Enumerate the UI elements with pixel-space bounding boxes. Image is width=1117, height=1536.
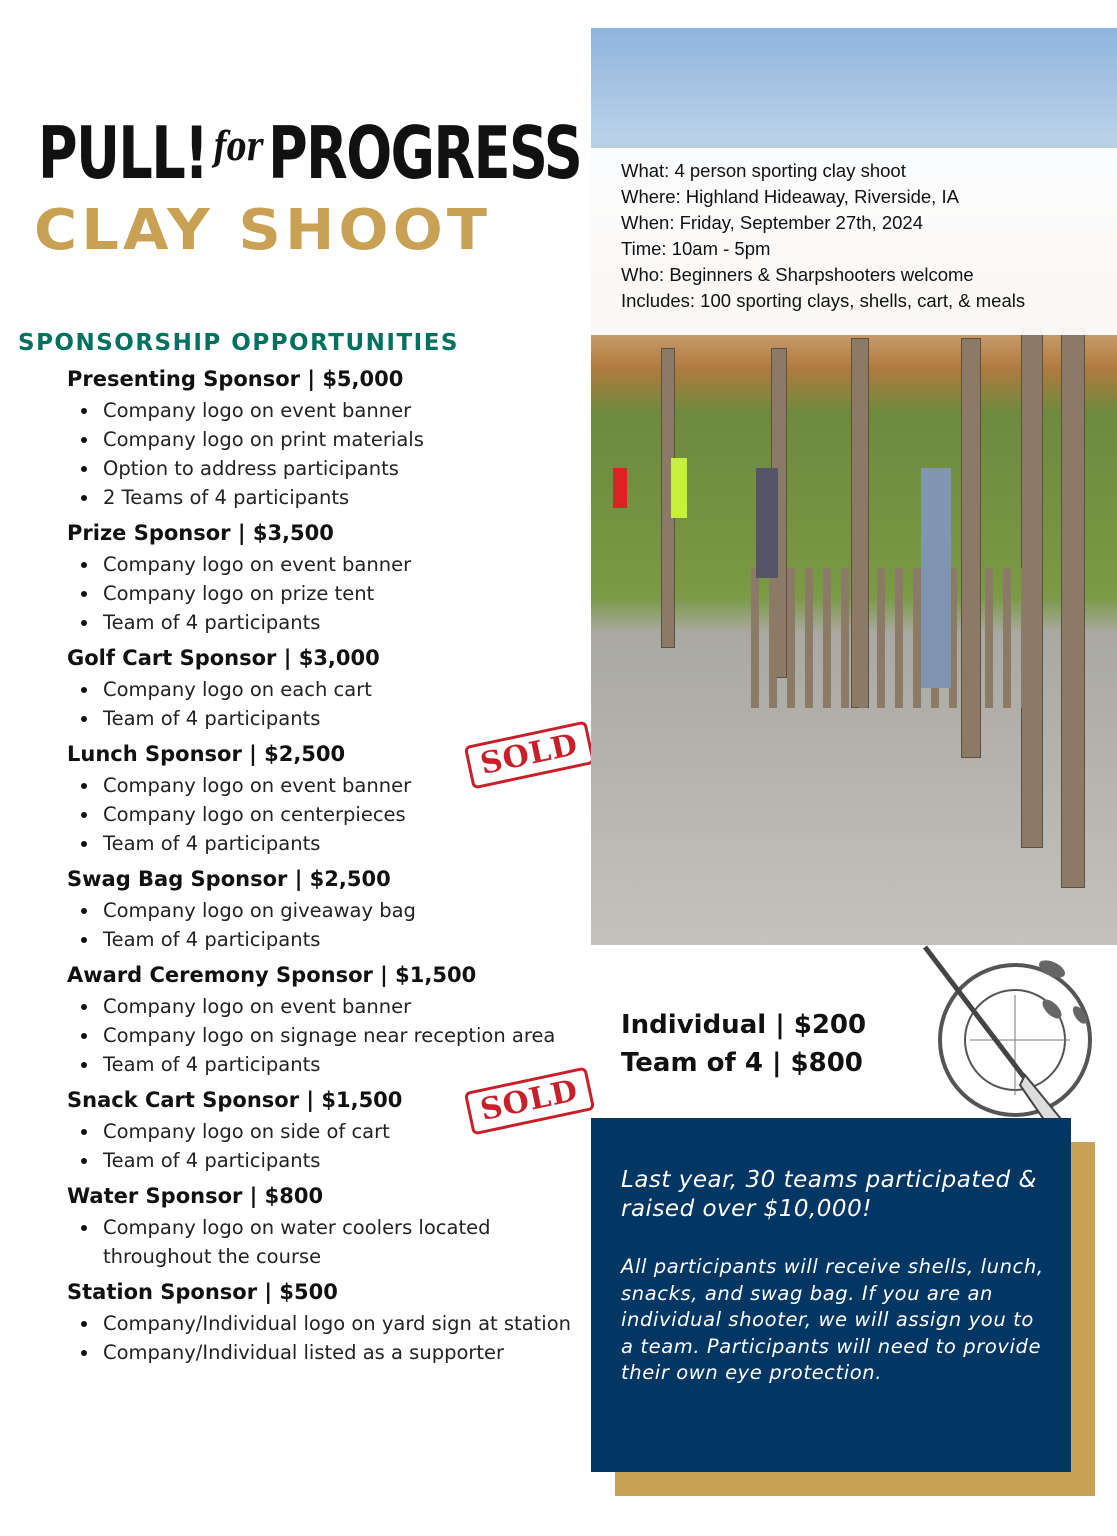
sponsor-list xyxy=(67,362,587,1371)
sponsor-tier-title: Station Sponsor | $500 xyxy=(67,1280,338,1304)
shotgun-target-icon xyxy=(920,945,1100,1145)
sponsor-tier xyxy=(67,1073,587,1175)
sponsor-tier-title: Snack Cart Sponsor | $1,500 xyxy=(67,1088,403,1112)
benefit-item: Team of 4 participants xyxy=(67,608,587,637)
sponsor-tier-title: Swag Bag Sponsor | $2,500 xyxy=(67,867,391,891)
benefit-list xyxy=(67,896,587,954)
benefit-item: Company/Individual listed as a supporter xyxy=(67,1338,587,1367)
benefit-list xyxy=(67,675,587,733)
benefit-item: Team of 4 participants xyxy=(67,925,587,954)
sponsor-tier xyxy=(67,516,587,637)
benefit-item: Company logo on event banner xyxy=(67,992,587,1021)
benefit-item: Company logo on print materials xyxy=(67,425,587,454)
benefit-item: Team of 4 participants xyxy=(67,1146,587,1175)
benefit-list xyxy=(67,992,587,1079)
callout-lead: Last year, 30 teams participated & raised over $10,000! xyxy=(621,1167,1037,1222)
benefit-list xyxy=(67,550,587,637)
sponsor-tier-title: Award Ceremony Sponsor | $1,500 xyxy=(67,963,477,987)
sold-stamp: SOLD xyxy=(464,1066,595,1135)
sponsor-tier xyxy=(67,362,587,512)
title-pull-for-progress xyxy=(38,108,582,195)
benefit-item: Company logo on giveaway bag xyxy=(67,896,587,925)
sponsor-tier xyxy=(67,862,587,954)
sponsor-tier-title: Water Sponsor | $800 xyxy=(67,1184,324,1208)
sponsor-tier xyxy=(67,958,587,1079)
benefit-item: Company logo on event banner xyxy=(67,396,587,425)
detail-line: When: Friday, September 27th, 2024 xyxy=(621,212,923,233)
detail-line: What: 4 person sporting clay shoot xyxy=(621,160,906,181)
sponsor-tier-title: Lunch Sponsor | $2,500 xyxy=(67,742,346,766)
benefit-item: Company logo on prize tent xyxy=(67,579,587,608)
sponsor-tier xyxy=(67,727,587,858)
benefit-item: Company logo on each cart xyxy=(67,675,587,704)
benefit-item: Team of 4 participants xyxy=(67,829,587,858)
detail-line: Who: Beginners & Sharpshooters welcome xyxy=(621,264,974,285)
detail-line: Where: Highland Hideaway, Riverside, IA xyxy=(621,186,959,207)
event-details xyxy=(591,148,1117,335)
detail-line: Includes: 100 sporting clays, shells, cart, & meals xyxy=(621,290,1026,311)
sponsor-tier xyxy=(67,641,587,733)
detail-line: Time: 10am - 5pm xyxy=(621,238,771,259)
benefit-item: 2 Teams of 4 participants xyxy=(67,483,587,512)
benefit-item: Company logo on side of cart xyxy=(67,1117,587,1146)
sponsor-tier-title: Presenting Sponsor | $5,000 xyxy=(67,367,404,391)
callout-box xyxy=(591,1118,1071,1472)
benefit-list xyxy=(67,396,587,512)
benefit-item: Team of 4 participants xyxy=(67,1050,587,1079)
benefit-list xyxy=(67,771,587,858)
sponsor-tier-title: Prize Sponsor | $3,500 xyxy=(67,521,334,545)
title-for: for xyxy=(213,123,263,170)
sponsor-tier xyxy=(67,1179,587,1271)
subtitle: CLAY SHOOT xyxy=(34,198,492,263)
sponsor-tier xyxy=(67,1275,587,1367)
callout-body: All participants will receive shells, lunch, snacks, and swag bag. If you are an individual shooter, we will assign you to a team. Participants will need to provide their own eye protection. xyxy=(621,1255,1044,1384)
benefit-list xyxy=(67,1117,587,1175)
benefit-list xyxy=(67,1309,587,1367)
sold-stamp: SOLD xyxy=(464,720,595,789)
section-heading: SPONSORSHIP OPPORTUNITIES xyxy=(18,330,459,356)
benefit-list xyxy=(67,1213,587,1271)
pricing xyxy=(621,1006,866,1082)
benefit-item: Company/Individual logo on yard sign at station xyxy=(67,1309,587,1338)
price-individual: Individual | $200 xyxy=(621,1010,867,1040)
sponsor-tier-title: Golf Cart Sponsor | $3,000 xyxy=(67,646,380,670)
benefit-item: Option to address participants xyxy=(67,454,587,483)
benefit-item: Company logo on centerpieces xyxy=(67,800,587,829)
benefit-item: Company logo on water coolers located throughout the course xyxy=(67,1213,587,1271)
benefit-item: Company logo on event banner xyxy=(67,771,587,800)
benefit-item: Team of 4 participants xyxy=(67,704,587,733)
benefit-item: Company logo on event banner xyxy=(67,550,587,579)
benefit-item: Company logo on signage near reception area xyxy=(67,1021,587,1050)
price-team: Team of 4 | $800 xyxy=(621,1048,863,1078)
title-progress: PROGRESS xyxy=(268,111,582,195)
title-pull: PULL! xyxy=(38,111,208,195)
